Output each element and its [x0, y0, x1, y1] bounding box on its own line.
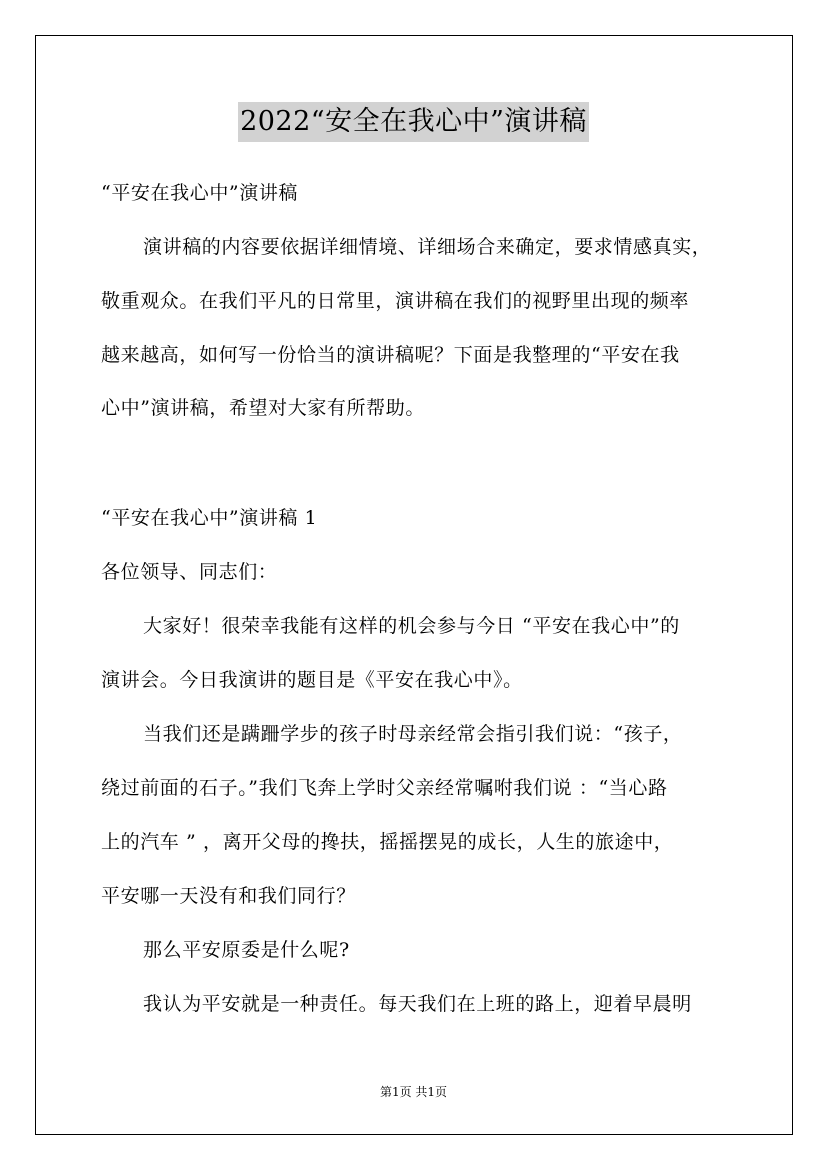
paragraph-line: 心中”演讲稿，希望对大家有所帮助。	[101, 397, 425, 419]
paragraph-line: 绕过前面的石子。”我们飞奔上学时父亲经常嘱咐我们说 ：“当心路	[101, 777, 668, 799]
paragraph-line: 那么平安原委是什么呢?	[143, 939, 350, 961]
paragraph-line: “平安在我心中”演讲稿	[101, 182, 299, 204]
paragraph-line: 各位领导、同志们：	[101, 561, 278, 583]
document-title: 2022“安全在我心中”演讲稿	[238, 102, 589, 142]
paragraph-line: “平安在我心中”演讲稿 1	[101, 507, 318, 529]
paragraph-line: 敬重观众。在我们平凡的日常里，演讲稿在我们的视野里出现的频率	[101, 290, 690, 312]
paragraph-line: 上的汽车 ” ，离开父母的搀扶，摇摇摆晃的成长，人生的旅途中，	[101, 831, 674, 853]
paragraph-line: 当我们还是蹒跚学步的孩子时母亲经常会指引我们说：“孩子，	[143, 723, 683, 745]
paragraph-line: 演讲会。今日我演讲的题目是《平安在我心中》。	[101, 669, 523, 691]
paragraph-line: 我认为平安就是一种责任。每天我们在上班的路上，迎着早晨明	[143, 993, 692, 1015]
title-container	[0, 102, 827, 142]
paragraph-line: 演讲稿的内容要依据详细情境、详细场合来确定，要求情感真实，	[143, 236, 712, 258]
paragraph-line: 平安哪一天没有和我们同行？	[101, 885, 356, 907]
paragraph-line: 越来越高，如何写一份恰当的演讲稿呢？下面是我整理的“平安在我	[101, 344, 680, 366]
page-footer: 第1页 共1页	[379, 1085, 448, 1099]
paragraph-line: 大家好！很荣幸我能有这样的机会参与今日 “平安在我心中”的	[143, 615, 680, 637]
